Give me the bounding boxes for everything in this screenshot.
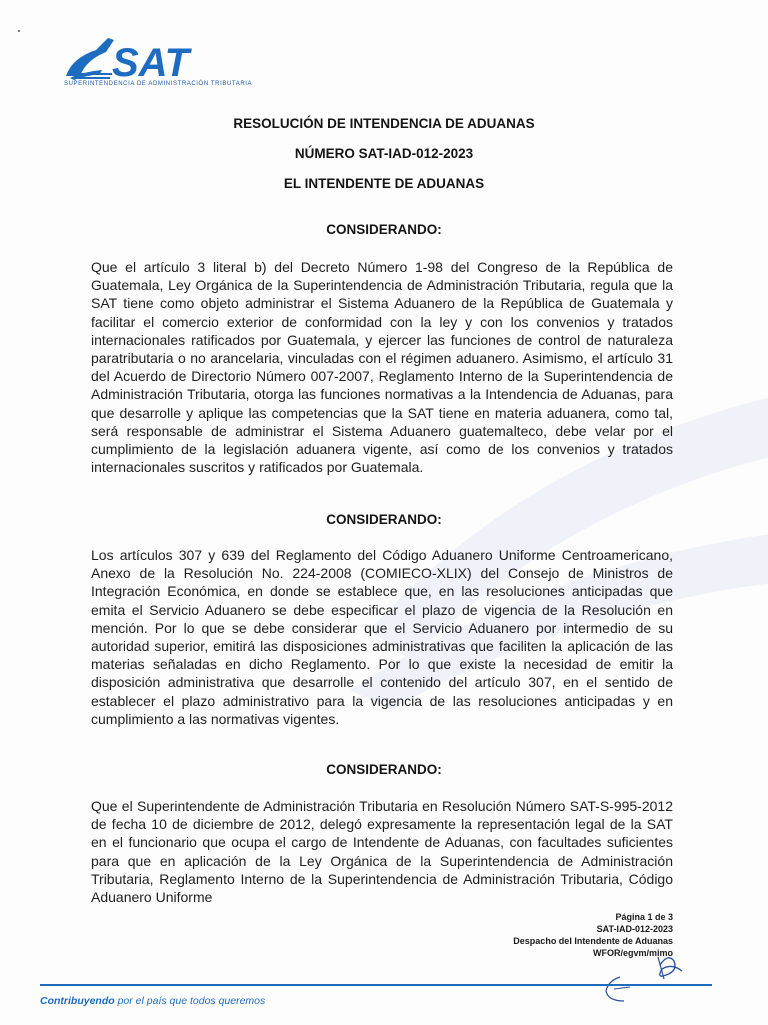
logo-subtitle: SUPERINTENDENCIA DE ADMINISTRACIÓN TRIBUTARIA: [64, 81, 253, 87]
footer-reference: SAT-IAD-012-2023: [596, 924, 673, 934]
slogan-bold: Contribuyendo: [40, 995, 115, 1007]
footer-initials: WFOR/egvm/mimo: [592, 948, 673, 958]
page-number: Página 1 de 3: [615, 912, 673, 922]
slogan-rest: por el país que todos queremos: [114, 995, 266, 1007]
footer-slogan: [40, 995, 265, 1007]
section-paragraph-1: Que el artículo 3 literal b) del Decreto Número 1-98 del Congreso de la República de Guatemala, Ley Orgánica de la Superintendencia de Administración Tributaria, regula que la SAT tiene como objeto administrar el Sistema Aduanero de la República de Guatemala y facilitar el comercio exterior de conformidad con la ley y con los convenios y tratados internacionales ratificados por Guatemala, y ejercer las funciones de control de naturaleza paratributaria o no arancelaria, vinculadas con el régimen aduanero. Asimismo, el artículo 31 del Acuerdo de Directorio Número 007-2007, Reglamento Interno de la Superintendencia de Administración Tributaria, otorga las funciones normativas a la Intendencia de Aduanas, para que desarrolle y aplique las competencias que la SAT tiene en materia aduanera, como tal, será responsable de administrar el Sistema Aduanero guatemalteco, debe velar por el cumplimiento de la legislación aduanera vigente, así como de los convenios y tratados internacionales suscritos y ratificados por Guatemala.: [91, 259, 673, 476]
section-heading-3: CONSIDERANDO:: [326, 762, 442, 777]
resolution-number: NÚMERO SAT-IAD-012-2023: [294, 146, 474, 161]
footer-rule: [40, 984, 712, 986]
section-paragraph-2: Los artículos 307 y 639 del Reglamento del Código Aduanero Uniforme Centroamericano, Anexo de la Resolución No. 224-2008 (COMIECO-XLIX) del Consejo de Ministros de Integración Económica, en donde se establece que, en las resoluciones anticipadas que emita el Servicio Aduanero se debe especificar el plazo de vigencia de la Resolución en mención. Por lo que se debe considerar que el Servicio Aduanero por intermedio de su autoridad superior, emitirá las disposiciones administrativas que faciliten la aplicación de las materias señaladas en dicho Reglamento. Por lo que existe la necesidad de emitir la disposición administrativa que desarrolle el contenido del artículo 307, en el sentido de establecer el plazo administrativo para la vigencia de las resoluciones anticipadas y en cumplimiento a las normativas vigentes.: [91, 547, 673, 727]
issuer-title: EL INTENDENTE DE ADUANAS: [283, 176, 485, 191]
footer-office: Despacho del Intendente de Aduanas: [513, 936, 673, 946]
scan-speck: [18, 30, 20, 32]
document-title: RESOLUCIÓN DE INTENDENCIA DE ADUANAS: [233, 116, 535, 131]
handwritten-signature: [590, 935, 700, 1025]
section-paragraph-3: Que el Superintendente de Administración Tributaria en Resolución Número SAT-S-995-2012 de fecha 10 de diciembre de 2012, delegó expresamente la representación legal de la SAT en el funcionario que ocupa el cargo de Intendente de Aduanas, con facultades suficientes para que en aplicación de la Ley Orgánica de la Superintendencia de Administración Tributaria, Reglamento Interno de la Superintendencia de Administración Tributaria, Código Aduanero Uniforme: [91, 798, 673, 906]
section-heading-2: CONSIDERANDO:: [326, 512, 442, 527]
logo-wordmark: SAT: [112, 41, 190, 85]
section-heading-1: CONSIDERANDO:: [326, 222, 442, 237]
